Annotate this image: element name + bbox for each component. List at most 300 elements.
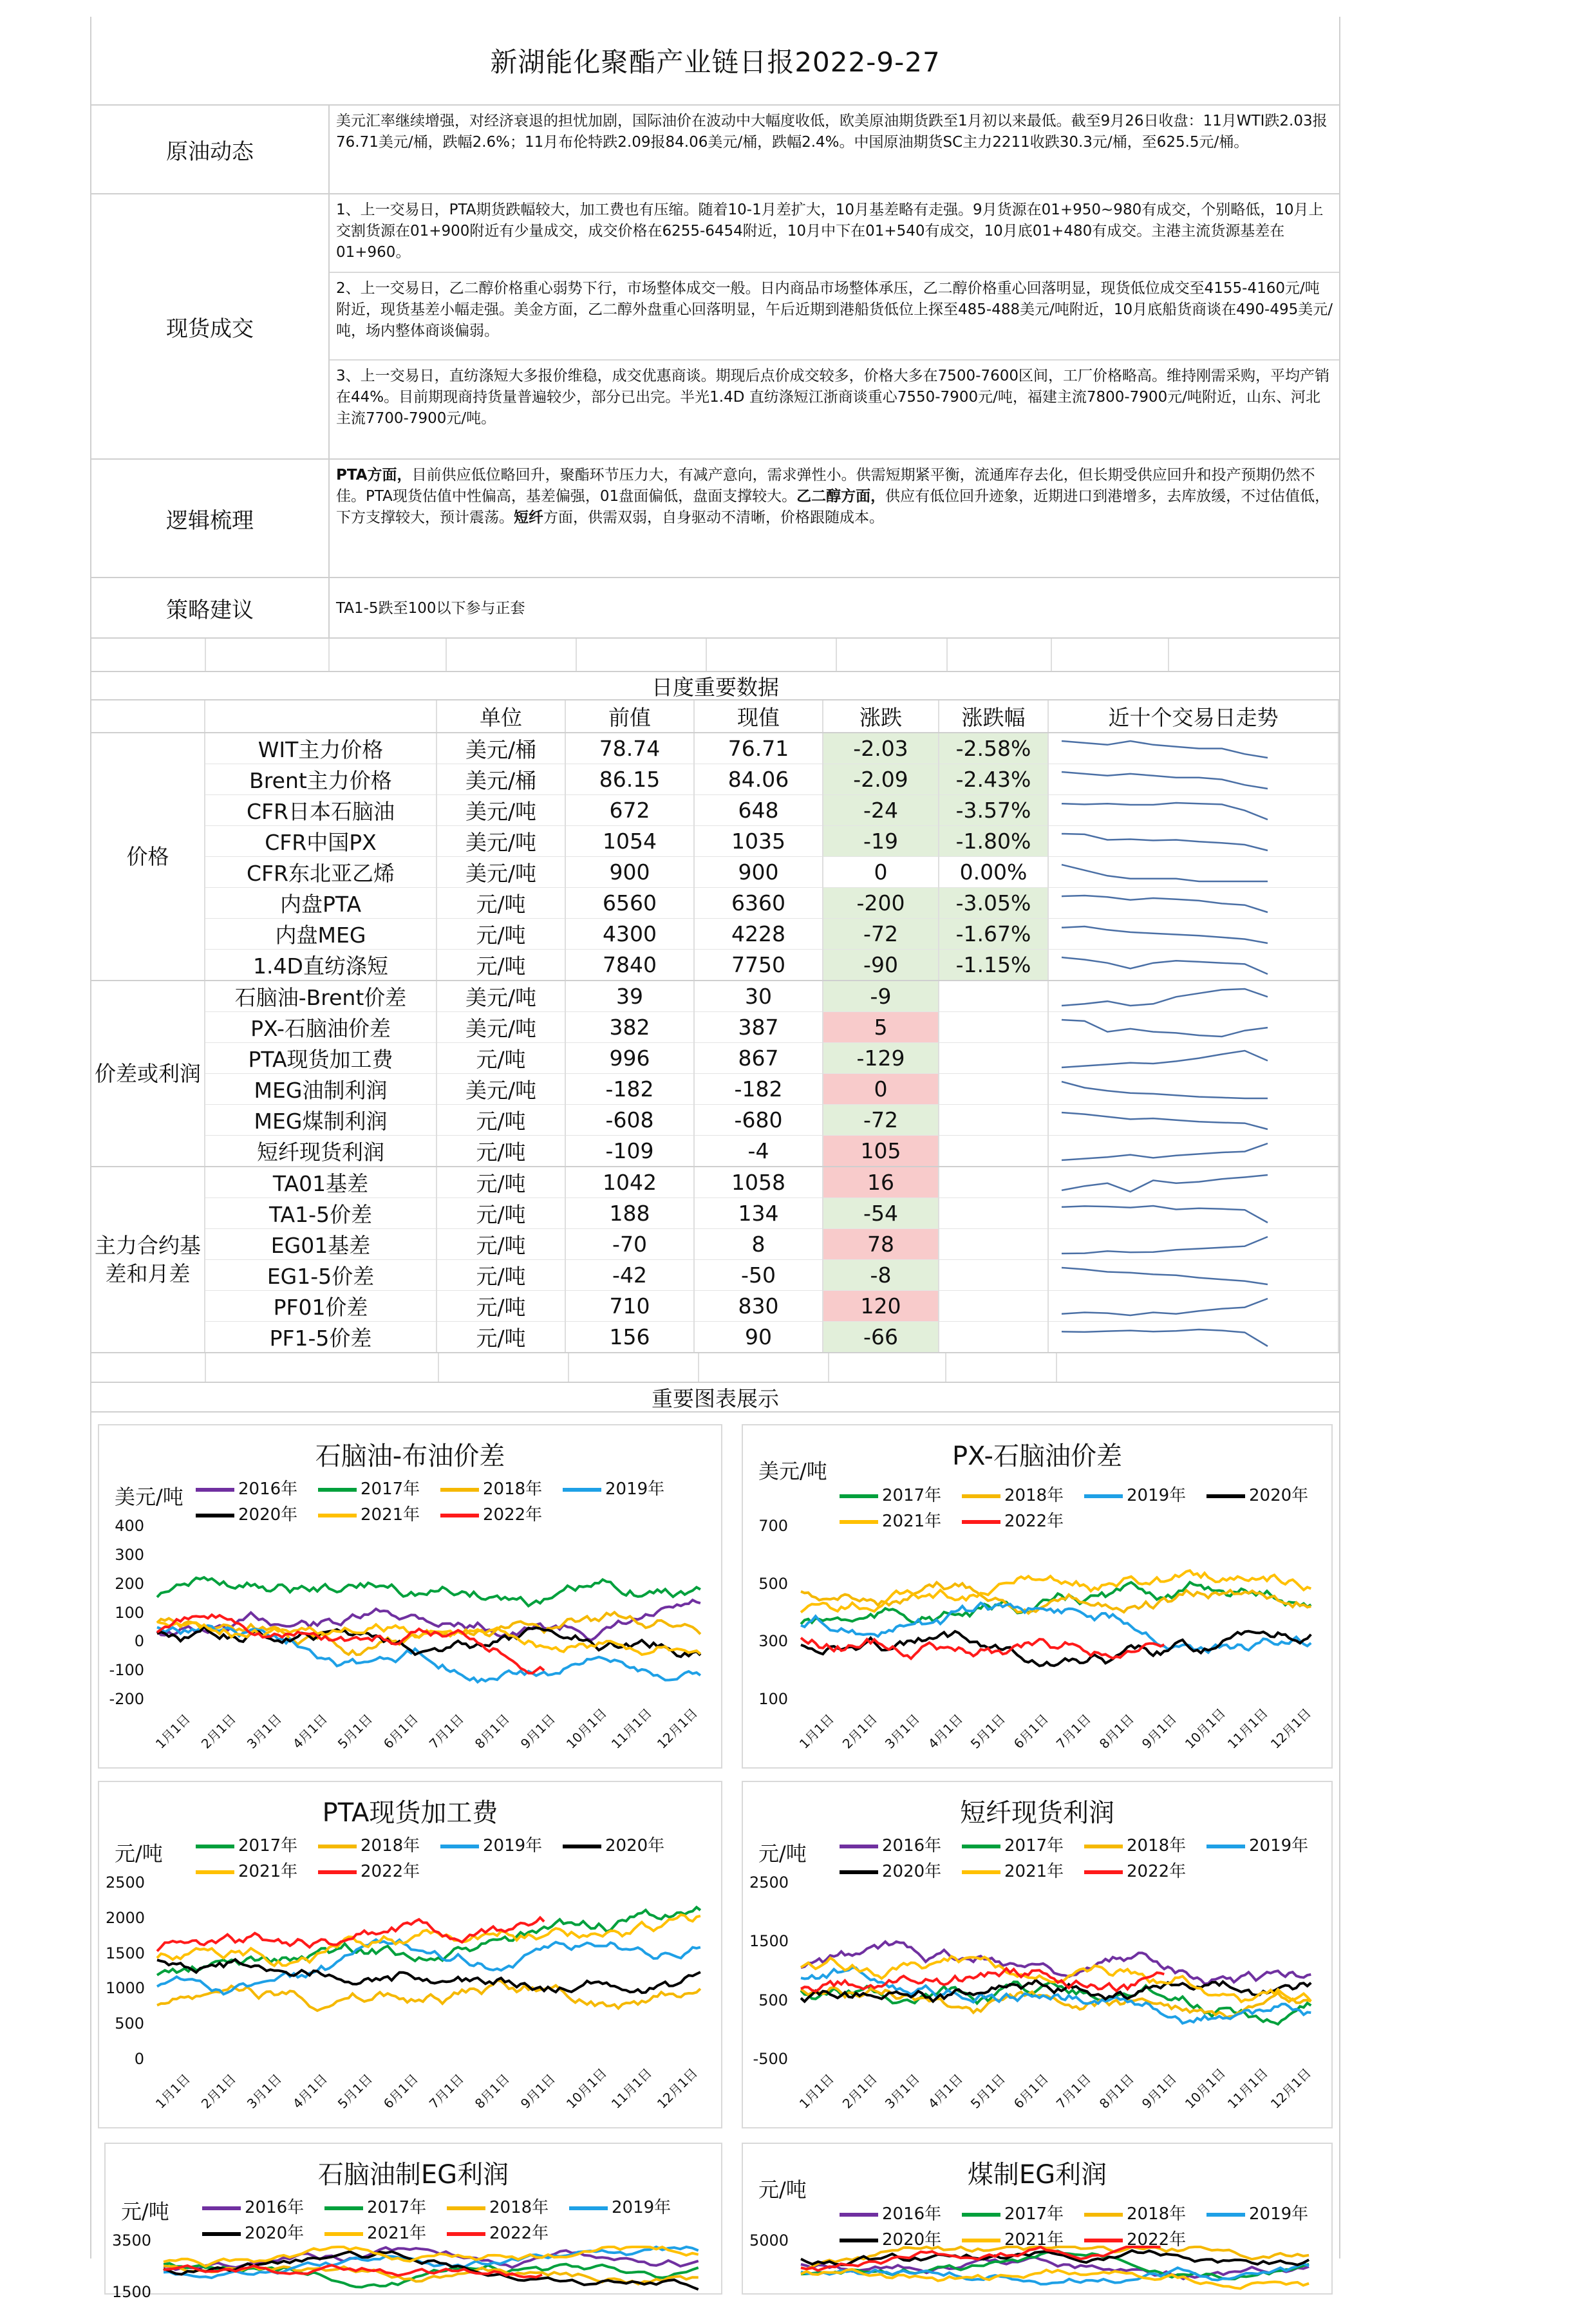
cell-cur: 30 xyxy=(694,981,823,1012)
cell-chg: -90 xyxy=(823,950,939,981)
cell-name: CFR东北亚乙烯 xyxy=(205,857,437,888)
y-tick-label: 700 xyxy=(758,1517,788,1535)
cell-cur: 1035 xyxy=(694,826,823,857)
x-tick-label: 3月1日 xyxy=(881,1711,923,1752)
cell-name: EG1-5价差 xyxy=(205,1260,437,1291)
chart-unit: 元/吨 xyxy=(758,1841,807,1866)
x-tick-label: 7月1日 xyxy=(1053,1711,1094,1752)
table-row xyxy=(91,1291,1338,1322)
x-tick-label: 2月1日 xyxy=(198,1711,239,1752)
cell-unit: 美元/桶 xyxy=(437,764,565,795)
report-page xyxy=(90,17,1340,2301)
cell-name: EG01基差 xyxy=(205,1229,437,1260)
cell-chg: 120 xyxy=(823,1291,939,1322)
x-tick-label: 1月1日 xyxy=(152,2071,194,2112)
cell-prev: -608 xyxy=(565,1105,694,1136)
chart-title: PX-石脑油价差 xyxy=(952,1442,1122,1471)
sparkline-cell xyxy=(1048,888,1338,919)
spot-para-psf: 3、上一交易日，直纺涤短大多报价维稳，成交优惠商谈。期现后点价成交较多，价格大多在7500-7600区间，工厂价格略高。维持刚需采购，平均产销在44%。目前期现商持货量普遍较少，部分已出完。半光1.4D 直纺涤短江浙商谈重心7550-7900元/吨，福建主流7800-7900元/吨附近，山东、河北主流7700-7900元/吨。 xyxy=(336,368,1329,427)
sparkline xyxy=(1049,1137,1281,1165)
legend-label: 2021年 xyxy=(238,1862,298,1881)
sparkline-line xyxy=(1062,1206,1268,1223)
legend-label: 2022年 xyxy=(1127,1862,1187,1881)
x-tick-label: 9月1日 xyxy=(517,2071,558,2112)
chart-title: 短纤现货利润 xyxy=(960,1798,1114,1828)
sparkline-cell xyxy=(1048,1012,1338,1043)
table-row xyxy=(91,1136,1338,1167)
legend-label: 2018年 xyxy=(1004,1486,1064,1505)
cell-name: CFR中国PX xyxy=(205,826,437,857)
y-tick-label: 2000 xyxy=(106,1908,146,1927)
charts-area xyxy=(91,1413,1339,2301)
y-tick-label: -200 xyxy=(109,1690,144,1708)
x-tick-label: 1月1日 xyxy=(796,1711,838,1752)
cell-pct xyxy=(939,1291,1048,1322)
sparkline-line xyxy=(1062,1237,1268,1254)
sparkline-cell xyxy=(1048,1229,1338,1260)
legend-label: 2021年 xyxy=(361,1505,420,1525)
legend-label: 2018年 xyxy=(1127,1836,1187,1855)
cell-pct xyxy=(939,1074,1048,1105)
x-tick-label: 6月1日 xyxy=(380,2071,422,2112)
cell-pct: 0.00% xyxy=(939,857,1048,888)
x-tick-label: 12月1日 xyxy=(1267,2065,1314,2112)
cell-prev: 382 xyxy=(565,1012,694,1043)
legend-label: 2019年 xyxy=(605,1479,665,1499)
cell-unit: 美元/吨 xyxy=(437,857,565,888)
sparkline-cell xyxy=(1048,1322,1338,1353)
sparkline-cell xyxy=(1048,1136,1338,1167)
cell-prev: -42 xyxy=(565,1260,694,1291)
y-tick-label: 200 xyxy=(115,1574,144,1593)
chart-unit: 元/吨 xyxy=(121,2199,169,2224)
group-label: 价差或利润 xyxy=(91,981,205,1167)
cell-cur: 387 xyxy=(694,1012,823,1043)
cell-name: PF01价差 xyxy=(205,1291,437,1322)
cell-name: PF1-5价差 xyxy=(205,1322,437,1353)
sparkline-line xyxy=(1062,1175,1268,1192)
sparkline-line xyxy=(1062,896,1268,912)
table-row xyxy=(91,1260,1338,1291)
cell-pct: -1.15% xyxy=(939,950,1048,981)
x-tick-label: 1月1日 xyxy=(152,1711,194,1752)
cell-name: 石脑油-Brent价差 xyxy=(205,981,437,1012)
cell-chg: -66 xyxy=(823,1322,939,1353)
x-tick-label: 6月1日 xyxy=(380,1711,422,1752)
cell-cur: 8 xyxy=(694,1229,823,1260)
y-tick-label: 1500 xyxy=(112,2283,152,2301)
y-tick-label: 1000 xyxy=(106,1979,146,1998)
header-unit: 单位 xyxy=(437,700,565,733)
logic-label: 逻辑梳理 xyxy=(91,460,330,577)
table-row xyxy=(91,764,1338,795)
x-tick-label: 8月1日 xyxy=(471,2071,512,2112)
cell-prev: -109 xyxy=(565,1136,694,1167)
sparkline-line xyxy=(1062,1143,1268,1160)
cell-name: MEG煤制利润 xyxy=(205,1105,437,1136)
chart-c1 xyxy=(98,1424,722,1769)
legend-label: 2022年 xyxy=(483,1505,543,1525)
cell-pct xyxy=(939,1043,1048,1074)
cell-chg: -54 xyxy=(823,1198,939,1229)
table-row xyxy=(91,733,1338,764)
y-tick-label: 100 xyxy=(115,1603,144,1622)
sparkline-line xyxy=(1062,1082,1268,1098)
legend-label: 2018年 xyxy=(489,2198,549,2217)
sparkline-line xyxy=(1062,1299,1268,1315)
x-tick-label: 3月1日 xyxy=(243,1711,285,1752)
sparkline xyxy=(1049,1230,1281,1259)
y-tick-label: 1500 xyxy=(106,1944,146,1962)
x-tick-label: 4月1日 xyxy=(289,2071,330,2112)
series-line xyxy=(801,1969,1164,1992)
y-tick-label: 500 xyxy=(115,2015,144,2033)
cell-chg: -2.03 xyxy=(823,733,939,764)
cell-prev: 86.15 xyxy=(565,764,694,795)
x-tick-label: 5月1日 xyxy=(967,1711,1009,1752)
sparkline-cell xyxy=(1048,857,1338,888)
chart-c4 xyxy=(742,1781,1333,2128)
cell-name: WIT主力价格 xyxy=(205,733,437,764)
y-tick-label: -100 xyxy=(109,1661,144,1680)
x-tick-label: 10月1日 xyxy=(563,1705,610,1752)
cell-pct xyxy=(939,1012,1048,1043)
cell-prev: 156 xyxy=(565,1322,694,1353)
cell-unit: 元/吨 xyxy=(437,950,565,981)
cell-unit: 美元/桶 xyxy=(437,733,565,764)
group-label: 主力合约基差和月差 xyxy=(91,1167,205,1353)
cell-chg: 16 xyxy=(823,1167,939,1198)
y-tick-label: 2500 xyxy=(106,1874,146,1892)
cell-pct: -1.67% xyxy=(939,919,1048,950)
crude-label: 原油动态 xyxy=(91,106,330,193)
spot-para-meg: 2、上一交易日，乙二醇价格重心弱势下行，市场整体成交一般。日内商品市场整体承压，乙二醇价格重心回落明显，现货低位成交至4155-4160元/吨附近，现货基差小幅走强。美金方面，乙二醇外盘重心回落明显，午后近期到港船货低位上探至485-488美元/吨附近，10月底船货商谈在490-495美元/吨，场内整体商谈偏弱。 xyxy=(330,273,1339,361)
sparkline xyxy=(1049,1075,1281,1104)
table-title: 日度重要数据 xyxy=(91,672,1339,700)
chart-title: PTA现货加工费 xyxy=(322,1798,498,1828)
y-tick-label: 300 xyxy=(758,1632,788,1651)
x-tick-label: 1月1日 xyxy=(796,2071,838,2112)
table-row xyxy=(91,826,1338,857)
x-tick-label: 4月1日 xyxy=(289,1711,330,1752)
blank-row xyxy=(91,639,1339,672)
header-pct: 涨跌幅 xyxy=(939,700,1048,733)
legend-label: 2018年 xyxy=(1127,2204,1187,2224)
cell-cur: 900 xyxy=(694,857,823,888)
cell-name: 内盘MEG xyxy=(205,919,437,950)
cell-prev: 1054 xyxy=(565,826,694,857)
cell-pct: -1.80% xyxy=(939,826,1048,857)
cell-cur: -50 xyxy=(694,1260,823,1291)
y-tick-label: 100 xyxy=(758,1690,788,1708)
legend-label: 2019年 xyxy=(1249,2204,1309,2224)
legend-label: 2020年 xyxy=(238,1505,298,1525)
legend-label: 2022年 xyxy=(489,2224,549,2243)
cell-name: PTA现货加工费 xyxy=(205,1043,437,1074)
legend-label: 2019年 xyxy=(612,2198,671,2217)
x-tick-label: 7月1日 xyxy=(426,1711,467,1752)
sparkline-line xyxy=(1062,1268,1268,1284)
cell-unit: 美元/吨 xyxy=(437,795,565,826)
y-tick-label: -500 xyxy=(753,2050,788,2068)
cell-chg: 78 xyxy=(823,1229,939,1260)
cell-cur: 1058 xyxy=(694,1167,823,1198)
table-row xyxy=(91,981,1338,1012)
chart-title: 石脑油制EG利润 xyxy=(317,2160,509,2190)
cell-unit: 元/吨 xyxy=(437,1105,565,1136)
cell-pct xyxy=(939,1136,1048,1167)
sparkline-line xyxy=(1062,926,1268,943)
chart-c2 xyxy=(742,1424,1333,1769)
cell-cur: 7750 xyxy=(694,950,823,981)
sparkline-line xyxy=(1062,989,1268,1006)
legend-label: 2022年 xyxy=(1127,2230,1187,2249)
series-line xyxy=(157,1940,700,1995)
legend-label: 2021年 xyxy=(367,2224,427,2243)
daily-data-table xyxy=(91,700,1339,1353)
chart-title: 石脑油-布油价差 xyxy=(315,1442,505,1471)
header-blank-2 xyxy=(205,700,437,733)
legend-label: 2017年 xyxy=(1004,2204,1064,2224)
sparkline-cell xyxy=(1048,795,1338,826)
cell-chg: 105 xyxy=(823,1136,939,1167)
cell-prev: 1042 xyxy=(565,1167,694,1198)
cell-chg: 0 xyxy=(823,1074,939,1105)
cell-unit: 美元/吨 xyxy=(437,826,565,857)
cell-chg: 0 xyxy=(823,857,939,888)
cell-unit: 美元/吨 xyxy=(437,1012,565,1043)
cell-cur: 90 xyxy=(694,1322,823,1353)
cell-unit: 元/吨 xyxy=(437,1167,565,1198)
x-tick-label: 9月1日 xyxy=(1138,2071,1180,2112)
sparkline-cell xyxy=(1048,919,1338,950)
table-row xyxy=(91,1322,1338,1353)
cell-pct xyxy=(939,1105,1048,1136)
chart-c3 xyxy=(98,1781,722,2128)
legend-label: 2016年 xyxy=(882,2204,942,2224)
y-tick-label: 1500 xyxy=(749,1932,789,1951)
table-row xyxy=(91,1229,1338,1260)
strategy-text: TA1-5跌至100以下参与正套 xyxy=(336,599,525,617)
x-tick-label: 8月1日 xyxy=(1096,1711,1137,1752)
sparkline xyxy=(1049,1106,1281,1134)
table-row xyxy=(91,1198,1338,1229)
sparkline xyxy=(1049,889,1281,917)
sparkline-cell xyxy=(1048,1260,1338,1291)
sparkline-line xyxy=(1062,957,1268,974)
cell-prev: 710 xyxy=(565,1291,694,1322)
cell-prev: 188 xyxy=(565,1198,694,1229)
cell-pct: -2.58% xyxy=(939,733,1048,764)
x-tick-label: 3月1日 xyxy=(881,2071,923,2112)
x-tick-label: 10月1日 xyxy=(1181,2065,1228,2112)
sparkline-line xyxy=(1062,834,1268,850)
table-row xyxy=(91,1105,1338,1136)
chart-unit: 元/吨 xyxy=(758,2177,807,2202)
legend-label: 2020年 xyxy=(605,1836,665,1855)
x-tick-label: 5月1日 xyxy=(335,1711,376,1752)
cell-unit: 元/吨 xyxy=(437,1229,565,1260)
sparkline-cell xyxy=(1048,950,1338,981)
cell-chg: -19 xyxy=(823,826,939,857)
sparkline-cell xyxy=(1048,1167,1338,1198)
spot-para-pta: 1、上一交易日，PTA期货跌幅较大，加工费也有压缩。随着10-1月差扩大，10月基差略有走强。9月货源在01+950~980有成交，个别略低，10月上交割货源在01+900附近有少量成交，成交价格在6255-6454附近，10月中下在01+540有成交，10月底01+480有成交。主港主流货源基差在01+960。 xyxy=(330,194,1339,273)
sparkline xyxy=(1049,735,1281,763)
cell-name: 短纤现货利润 xyxy=(205,1136,437,1167)
cell-pct: -2.43% xyxy=(939,764,1048,795)
legend-label: 2021年 xyxy=(882,1512,942,1531)
cell-chg: -9 xyxy=(823,981,939,1012)
x-tick-label: 7月1日 xyxy=(1053,2071,1094,2112)
chart-c6 xyxy=(742,2143,1333,2295)
group-label: 价格 xyxy=(91,733,205,981)
series-line xyxy=(157,1615,544,1673)
cell-pct xyxy=(939,1322,1048,1353)
sparkline xyxy=(1049,827,1281,856)
y-tick-label: 500 xyxy=(758,1991,788,2009)
cell-chg: -72 xyxy=(823,919,939,950)
cell-chg: -129 xyxy=(823,1043,939,1074)
blank-row-2 xyxy=(91,1353,1339,1383)
cell-prev: 4300 xyxy=(565,919,694,950)
x-tick-label: 12月1日 xyxy=(653,1705,701,1752)
chart-unit: 美元/吨 xyxy=(758,1459,827,1483)
cell-prev: 7840 xyxy=(565,950,694,981)
header-trend: 近十个交易日走势 xyxy=(1048,700,1338,733)
legend-label: 2020年 xyxy=(245,2224,305,2243)
sparkline-line xyxy=(1062,741,1268,758)
legend-label: 2020年 xyxy=(882,2230,942,2249)
header-chg: 涨跌 xyxy=(823,700,939,733)
x-tick-label: 2月1日 xyxy=(839,1711,880,1752)
chart-plot xyxy=(106,2144,724,2296)
sparkline xyxy=(1049,982,1281,1011)
cell-cur: -680 xyxy=(694,1105,823,1136)
cell-name: TA1-5价差 xyxy=(205,1198,437,1229)
y-tick-label: 3500 xyxy=(112,2231,152,2249)
legend-label: 2017年 xyxy=(367,2198,427,2217)
cell-pct: -3.57% xyxy=(939,795,1048,826)
y-tick-label: 500 xyxy=(758,1574,788,1593)
sparkline-line xyxy=(1062,1051,1268,1067)
cell-cur: 84.06 xyxy=(694,764,823,795)
y-tick-label: 0 xyxy=(134,1632,144,1651)
cell-chg: -8 xyxy=(823,1260,939,1291)
sparkline xyxy=(1049,1013,1281,1042)
cell-chg: -2.09 xyxy=(823,764,939,795)
legend-label: 2021年 xyxy=(1004,2230,1064,2249)
chart-unit: 元/吨 xyxy=(115,1841,163,1866)
cell-unit: 元/吨 xyxy=(437,1291,565,1322)
legend-label: 2019年 xyxy=(1127,1486,1187,1505)
sparkline-cell xyxy=(1048,981,1338,1012)
cell-cur: 867 xyxy=(694,1043,823,1074)
cell-pct xyxy=(939,1229,1048,1260)
cell-unit: 元/吨 xyxy=(437,1260,565,1291)
cell-prev: 996 xyxy=(565,1043,694,1074)
crude-section xyxy=(91,106,1339,194)
x-tick-label: 6月1日 xyxy=(1010,2071,1051,2112)
legend-label: 2021年 xyxy=(1004,1862,1064,1881)
x-tick-label: 11月1日 xyxy=(608,2065,655,2112)
series-line xyxy=(801,1942,1311,1984)
x-tick-label: 2月1日 xyxy=(198,2071,239,2112)
chart-plot xyxy=(743,2144,1334,2296)
legend-label: 2017年 xyxy=(238,1836,298,1855)
cell-prev: -70 xyxy=(565,1229,694,1260)
series-line xyxy=(801,1638,1164,1658)
x-tick-label: 10月1日 xyxy=(1181,1705,1228,1752)
x-tick-label: 11月1日 xyxy=(608,1705,655,1752)
cell-unit: 美元/吨 xyxy=(437,1074,565,1105)
table-row xyxy=(91,1043,1338,1074)
x-tick-label: 2月1日 xyxy=(839,2071,880,2112)
table-row xyxy=(91,1074,1338,1105)
legend-label: 2020年 xyxy=(882,1862,942,1881)
x-tick-label: 11月1日 xyxy=(1224,2065,1272,2112)
sparkline xyxy=(1049,858,1281,887)
sparkline-cell xyxy=(1048,1074,1338,1105)
sparkline-cell xyxy=(1048,826,1338,857)
legend-label: 2017年 xyxy=(361,1479,420,1499)
legend-label: 2022年 xyxy=(1004,1512,1064,1531)
x-tick-label: 12月1日 xyxy=(653,2065,701,2112)
table-row xyxy=(91,919,1338,950)
sparkline-line xyxy=(1062,1020,1268,1037)
cell-pct: -3.05% xyxy=(939,888,1048,919)
cell-prev: 39 xyxy=(565,981,694,1012)
logic-section xyxy=(91,460,1339,578)
legend-label: 2018年 xyxy=(483,1479,543,1499)
spot-section xyxy=(91,194,1339,460)
y-tick-label: 0 xyxy=(134,2050,144,2068)
cell-cur: 4228 xyxy=(694,919,823,950)
sparkline-cell xyxy=(1048,1043,1338,1074)
cell-unit: 元/吨 xyxy=(437,1198,565,1229)
cell-pct xyxy=(939,981,1048,1012)
cell-name: TA01基差 xyxy=(205,1167,437,1198)
x-tick-label: 8月1日 xyxy=(1096,2071,1137,2112)
sparkline-cell xyxy=(1048,1105,1338,1136)
table-row xyxy=(91,950,1338,981)
sparkline xyxy=(1049,1292,1281,1320)
x-tick-label: 8月1日 xyxy=(471,1711,512,1752)
x-tick-label: 4月1日 xyxy=(925,2071,966,2112)
cell-cur: -182 xyxy=(694,1074,823,1105)
series-line xyxy=(157,1577,700,1606)
y-tick-label: 400 xyxy=(115,1517,144,1535)
cell-chg: -72 xyxy=(823,1105,939,1136)
cell-name: 内盘PTA xyxy=(205,888,437,919)
cell-chg: -24 xyxy=(823,795,939,826)
sparkline-line xyxy=(1062,772,1268,789)
chart-title: 煤制EG利润 xyxy=(967,2160,1107,2190)
legend-label: 2020年 xyxy=(1249,1486,1309,1505)
cell-cur: 76.71 xyxy=(694,733,823,764)
x-tick-label: 5月1日 xyxy=(967,2071,1009,2112)
sparkline xyxy=(1049,1044,1281,1073)
table-row xyxy=(91,888,1338,919)
legend-label: 2022年 xyxy=(361,1862,420,1881)
cell-name: Brent主力价格 xyxy=(205,764,437,795)
cell-prev: 6560 xyxy=(565,888,694,919)
cell-unit: 元/吨 xyxy=(437,1322,565,1353)
sparkline xyxy=(1049,796,1281,825)
header-blank-1 xyxy=(91,700,205,733)
x-tick-label: 5月1日 xyxy=(335,2071,376,2112)
table-row xyxy=(91,795,1338,826)
y-tick-label: 300 xyxy=(115,1545,144,1564)
